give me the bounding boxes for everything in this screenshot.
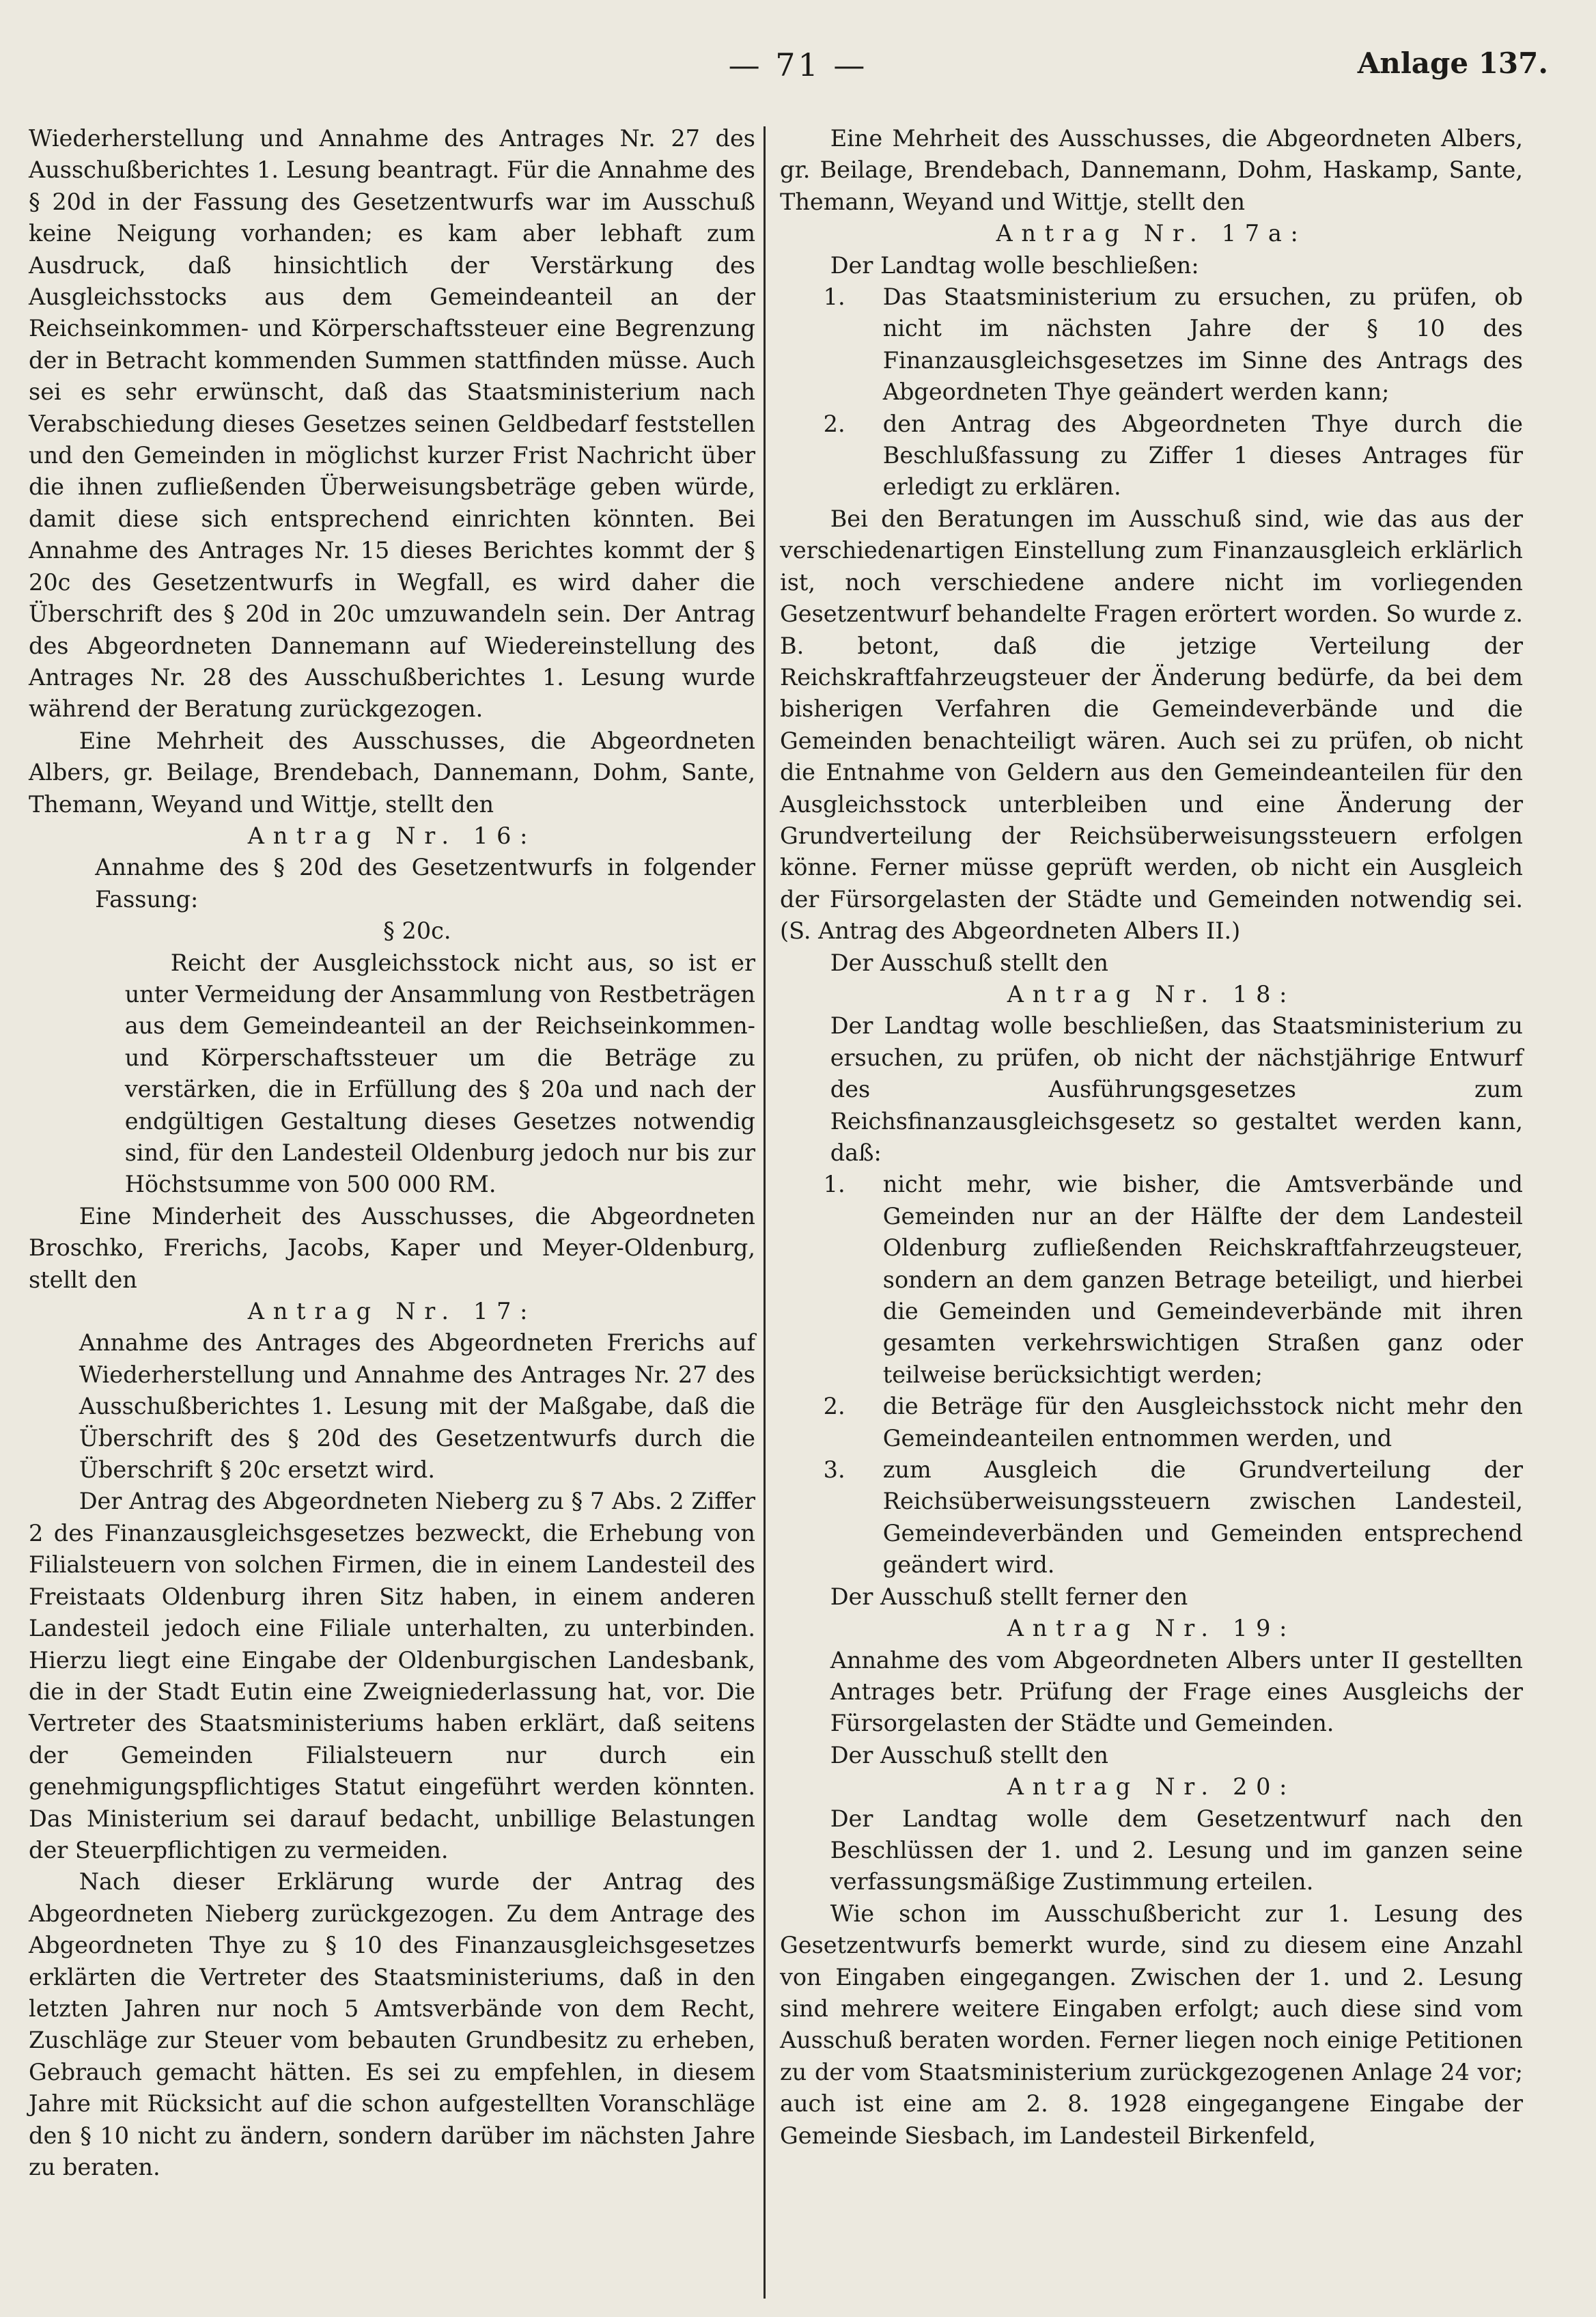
list-text: den Antrag des Abgeordneten Thye durch die Beschlußfassung zu Ziffer 1 dieses Antrages für erledigt zu erklären.: [882, 410, 1523, 501]
list-text: nicht mehr, wie bisher, die Amtsverbände und Gemeinden nur an der Hälfte der dem Landesteil Oldenburg zufließenden Reichskraftfahrzeugsteuer, sondern an dem ganzen Betrage beteiligt, und hierbei die Gemeinden und Gemeindeverbände mit ihren gesamten verkehrswichtigen Straßen ganz oder teilweise berücksichtigt werden;: [882, 1171, 1523, 1388]
list-item: [780, 1169, 1523, 1391]
motion-text-18: Der Landtag wolle beschließen, das Staatsministerium zu ersuchen, zu prüfen, ob nicht der nächstjährige Entwurf des Ausführungsgesetzes zum Reichsfinanzausgleichsgesetz so gestaltet werden kann, daß:: [830, 1012, 1523, 1166]
list-number: 3.: [823, 1456, 845, 1484]
motion-heading-17: Antrag Nr. 17:: [247, 1298, 537, 1325]
list-text: die Beträge für den Ausgleichsstock nicht mehr den Gemeindeanteilen entnommen werden, und: [882, 1393, 1523, 1452]
list-number: 1.: [823, 283, 845, 311]
list-item: [780, 1454, 1523, 1581]
motion-text-20: Der Landtag wolle dem Gesetzentwurf nach den Beschlüssen der 1. und 2. Lesung und im ganzen seine verfassungsmäßige Zustimmung erteilen.: [830, 1805, 1523, 1896]
list-number: 2.: [823, 410, 845, 437]
motion-heading-18: Antrag Nr. 18:: [1007, 980, 1296, 1008]
paragraph: Nach dieser Erklärung wurde der Antrag des Abgeordneten Nieberg zurückgezogen. Zu dem Antrage des Abgeordneten Thye zu § 10 des Finanzausgleichsgesetzes erklärten die Vertreter des Staatsministeriums, daß in den letzten Jahren nur noch 5 Amtsverbände von dem Recht, Zuschläge zur Steuer vom bebauten Grundbesitz zu erheben, Gebrauch gemacht hätten. Es sei zu empfehlen, in diesem Jahre mit Rücksicht auf die schon aufgestellten Voranschläge den § 10 nicht zu ändern, sondern darüber im nächsten Jahre zu beraten.: [29, 1868, 755, 2180]
page-header: [27, 46, 1569, 94]
motion-text-19: Annahme des vom Abgeordneten Albers unter II gestellten Antrages betr. Prüfung der Frage eines Ausgleichs der Fürsorgelasten der Städte und Gemeinden.: [830, 1646, 1523, 1737]
motion-intro-17a: Der Landtag wolle beschließen:: [830, 251, 1199, 279]
motion-text-16: Annahme des § 20d des Gesetzentwurfs in folgender Fassung:: [95, 854, 755, 913]
paragraph: Eine Minderheit des Ausschusses, die Abgeordneten Broschko, Frerichs, Jacobs, Kaper und Meyer-Oldenburg, stellt den: [29, 1202, 755, 1293]
list-text: zum Ausgleich die Grundverteilung der Reichsüberweisungssteuern zwischen Landesteil, Gemeindeverbänden und Gemeinden entsprechend geändert wird.: [882, 1456, 1523, 1579]
list-number: 2.: [823, 1393, 845, 1420]
left-column: [29, 123, 755, 2183]
paragraph: Der Ausschuß stellt ferner den: [830, 1583, 1188, 1610]
motion-heading-17a: Antrag Nr. 17a:: [996, 220, 1307, 247]
list-item: [780, 281, 1523, 408]
paragraph: Eine Mehrheit des Ausschusses, die Abgeordneten Albers, gr. Beilage, Brendebach, Dannemann, Dohm, Sante, Themann, Weyand und Wittje, stellt den: [29, 727, 755, 818]
paragraph: Wiederherstellung und Annahme des Antrages Nr. 27 des Ausschußberichtes 1. Lesung beantragt. Für die Annahme des § 20d in der Fassung des Gesetzentwurfs war im Ausschuß keine Neigung vorhanden; es kam aber lebhaft zum Ausdruck, daß hinsichtlich der Verstärkung des Ausgleichsstocks aus dem Gemeindeanteil an der Reichseinkommen- und Körperschaftssteuer eine Begrenzung der in Betracht kommenden Summen stattfinden müsse. Auch sei es sehr erwünscht, daß das Staatsministerium nach Verabschiedung dieses Gesetzes seinen Geldbedarf feststellen und den Gemeinden in möglichst kurzer Frist Nachricht über die ihnen zufließenden Überweisungsbeträge geben würde, damit diese sich entsprechend einrichten könnten. Bei Annahme des Antrages Nr. 15 dieses Berichtes kommt der § 20c des Gesetzentwurfs in Wegfall, es wird daher die Überschrift des § 20d in 20c umzuwandeln sein. Der Antrag des Abgeordneten Dannemann auf Wiedereinstellung des Antrages Nr. 28 des Ausschußberichtes 1. Lesung wurde während der Beratung zurückgezogen.: [29, 125, 755, 723]
section-heading-20c: § 20c.: [383, 917, 451, 945]
motion-text-17: Annahme des Antrages des Abgeordneten Frerichs auf Wiederherstellung und Annahme des Antrages Nr. 27 des Ausschußberichtes 1. Lesung mit der Maßgabe, daß die Überschrift des § 20d des Gesetzentwurfs durch die Überschrift § 20c ersetzt wird.: [79, 1329, 755, 1484]
column-divider: [764, 126, 766, 2299]
page-number: — 71 —: [728, 46, 868, 83]
paragraph: Wie schon im Ausschußbericht zur 1. Lesung des Gesetzentwurfs bemerkt wurde, sind zu diesem eine Anzahl von Eingaben eingegangen. Zwischen der 1. und 2. Lesung sind mehrere weitere Eingaben erfolgt; auch diese sind vom Ausschuß beraten worden. Ferner liegen noch einige Petitionen zu der vom Staatsministerium zurückgezogenen Anlage 24 vor; auch ist eine am 2. 8. 1928 eingegangene Eingabe der Gemeinde Siesbach, im Landesteil Birkenfeld,: [780, 1900, 1523, 2149]
list-number: 1.: [823, 1171, 845, 1198]
right-column: [780, 123, 1523, 2152]
paragraph: Eine Mehrheit des Ausschusses, die Abgeordneten Albers, gr. Beilage, Brendebach, Dannemann, Dohm, Haskamp, Sante, Themann, Weyand und Wittje, stellt den: [780, 125, 1523, 215]
motion-heading-19: Antrag Nr. 19:: [1007, 1615, 1296, 1642]
section-text-20c: Reicht der Ausgleichsstock nicht aus, so ist er unter Vermeidung der Ansammlung von Restbeträgen aus dem Gemeindeanteil an der Reichseinkommen- und Körperschaftssteuer um die Beträge zu verstärken, die in Erfüllung des § 20a und nach der endgültigen Gestaltung dieses Gesetzes notwendig sind, für den Landesteil Oldenburg jedoch nur bis zur Höchstsumme von 500 000 RM.: [124, 949, 755, 1198]
paragraph: Der Ausschuß stellt den: [830, 949, 1108, 976]
paragraph: Der Ausschuß stellt den: [830, 1741, 1108, 1768]
motion-heading-20: Antrag Nr. 20:: [1007, 1773, 1296, 1801]
appendix-label: Anlage 137.: [1357, 46, 1548, 80]
list-text: Das Staatsministerium zu ersuchen, zu prüfen, ob nicht im nächsten Jahre der § 10 des Finanzausgleichsgesetzes im Sinne des Antrags des Abgeordneten Thye geändert werden kann;: [882, 283, 1523, 406]
paragraph: Der Antrag des Abgeordneten Nieberg zu § 7 Abs. 2 Ziffer 2 des Finanzausgleichsgesetzes bezweckt, die Erhebung von Filialsteuern von solchen Firmen, die in einem Landesteil des Freistaats Oldenburg ihren Sitz haben, in einem anderen Landesteil jedoch eine Filiale unterhalten, zu unterbinden. Hierzu liegt eine Eingabe der Oldenburgischen Landesbank, die in der Stadt Eutin eine Zweigniederlassung hat, vor. Die Vertreter des Staatsministeriums haben erklärt, daß seitens der Gemeinden Filialsteuern nur durch ein genehmigungspflichtiges Statut eingeführt werden könnten. Das Ministerium sei darauf bedacht, unbillige Belastungen der Steuerpflichtigen zu vermeiden.: [29, 1488, 755, 1863]
paragraph: Bei den Beratungen im Ausschuß sind, wie das aus der verschiedenartigen Einstellung zum Finanzausgleich erklärlich ist, noch verschiedene andere nicht im vorliegenden Gesetzentwurf behandelte Fragen erörtert worden. So wurde z. B. betont, daß die jetzige Verteilung der Reichskraftfahrzeugsteuer der Änderung bedürfe, da bei dem bisherigen Verfahren die Gemeindeverbände und die Gemeinden benachteiligt wären. Auch sei zu prüfen, ob nicht die Entnahme von Geldern aus den Gemeindeanteilen für den Ausgleichsstock unterbleiben und eine Änderung der Grundverteilung der Reichsüberweisungssteuern erfolgen könne. Ferner müsse geprüft werden, ob nicht ein Ausgleich der Fürsorgelasten der Städte und Gemeinden notwendig sei. (S. Antrag des Abgeordneten Albers II.): [780, 505, 1523, 945]
list-item: [780, 408, 1523, 503]
motion-heading-16: Antrag Nr. 16:: [247, 822, 537, 849]
list-item: [780, 1391, 1523, 1454]
